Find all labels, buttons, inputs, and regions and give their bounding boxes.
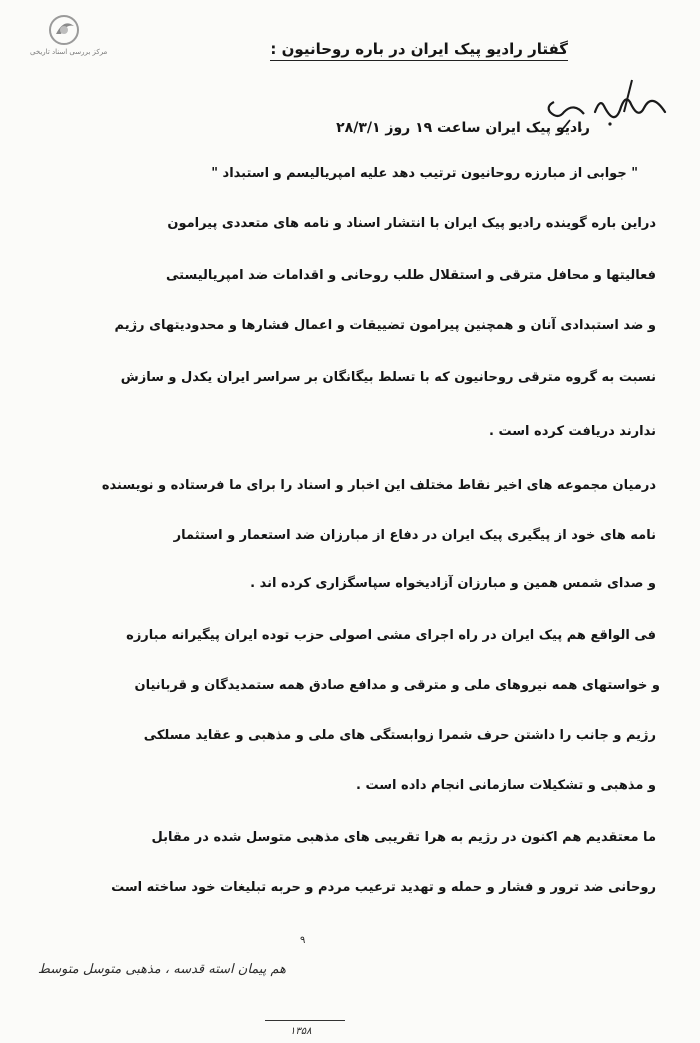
text-line: و مذهبی و تشکیلات سازمانی انجام داده است .: [356, 778, 656, 793]
logo-caption: مرکز بررسی اسناد تاریخی: [30, 48, 108, 56]
text-line: و خواستهای همه نیروهای ملی و مترقی و مدافع صادق همه ستمدیدگان و قربانیان: [134, 678, 660, 693]
text-line: دراین باره گوینده رادیو پیک ایران با انتشار اسناد و نامه های متعددی پیرامون: [167, 216, 656, 231]
text-line: رژیم و جانب را داشتن حرف شمرا زوابستگی های ملی و مذهبی و عقاید مسلکی: [143, 728, 656, 743]
footnote-mark: ۹: [300, 935, 306, 946]
broadcast-title-line: رادیو پیک ایران ساعت ۱۹ روز ۲۸/۳/۱: [336, 120, 590, 136]
text-line: ما معتقدیم هم اکنون در رژیم به هرا تقریبی های مذهبی متوسل شده در مقابل: [151, 830, 656, 845]
text-line: نسبت به گروه مترقی روحانیون که با تسلط بیگانگان بر سراسر ایران یکدل و سازش: [120, 370, 656, 385]
handwritten-note: هم پیمان استه قدسه ، مذهبی متوسل متوسط: [37, 962, 286, 977]
text-line: نامه های خود از پیگیری پیک ایران در دفاع از مبارزان ضد استعمار و استثمار: [173, 528, 656, 543]
document-heading: گفتار رادیو پیک ایران در باره روحانیون :: [270, 40, 568, 61]
text-line: و ضد استبدادی آنان و همچنین پیرامون تضییقات و اعمال فشارها و محدودیتهای رژیم: [114, 318, 656, 333]
text-line: و صدای شمس همین و مبارزان آزادیخواه سپاسگزاری کرده اند .: [250, 576, 656, 591]
text-line: فی الواقع هم پیک ایران در راه اجرای مشی اصولی حزب توده ایران پیگیرانه مبارزه: [126, 628, 656, 643]
stamp-text: ۱۳۵۸: [290, 1026, 312, 1037]
text-line: درمیان مجموعه های اخیر نقاط مختلف این اخبار و اسناد را برای ما فرستاده و نویسنده: [101, 478, 656, 493]
archive-logo: [30, 14, 108, 62]
text-line: فعالیتها و محافل مترقی و استقلال طلب روحانی و اقدامات ضد امپریالیستی: [166, 268, 656, 283]
text-line: ندارند دریافت کرده است .: [489, 424, 656, 439]
circular-archive-logo-icon: [48, 14, 80, 46]
stamp-underline: [265, 1020, 345, 1021]
text-line: " جوابی از مبارزه روحانیون ترتیب دهد علیه امپریالیسم و استبداد ": [211, 166, 638, 181]
text-line: روحانی ضد ترور و فشار و حمله و تهدید ترعیب مردم و حربه تبلیغات خود ساخته است: [111, 880, 656, 895]
